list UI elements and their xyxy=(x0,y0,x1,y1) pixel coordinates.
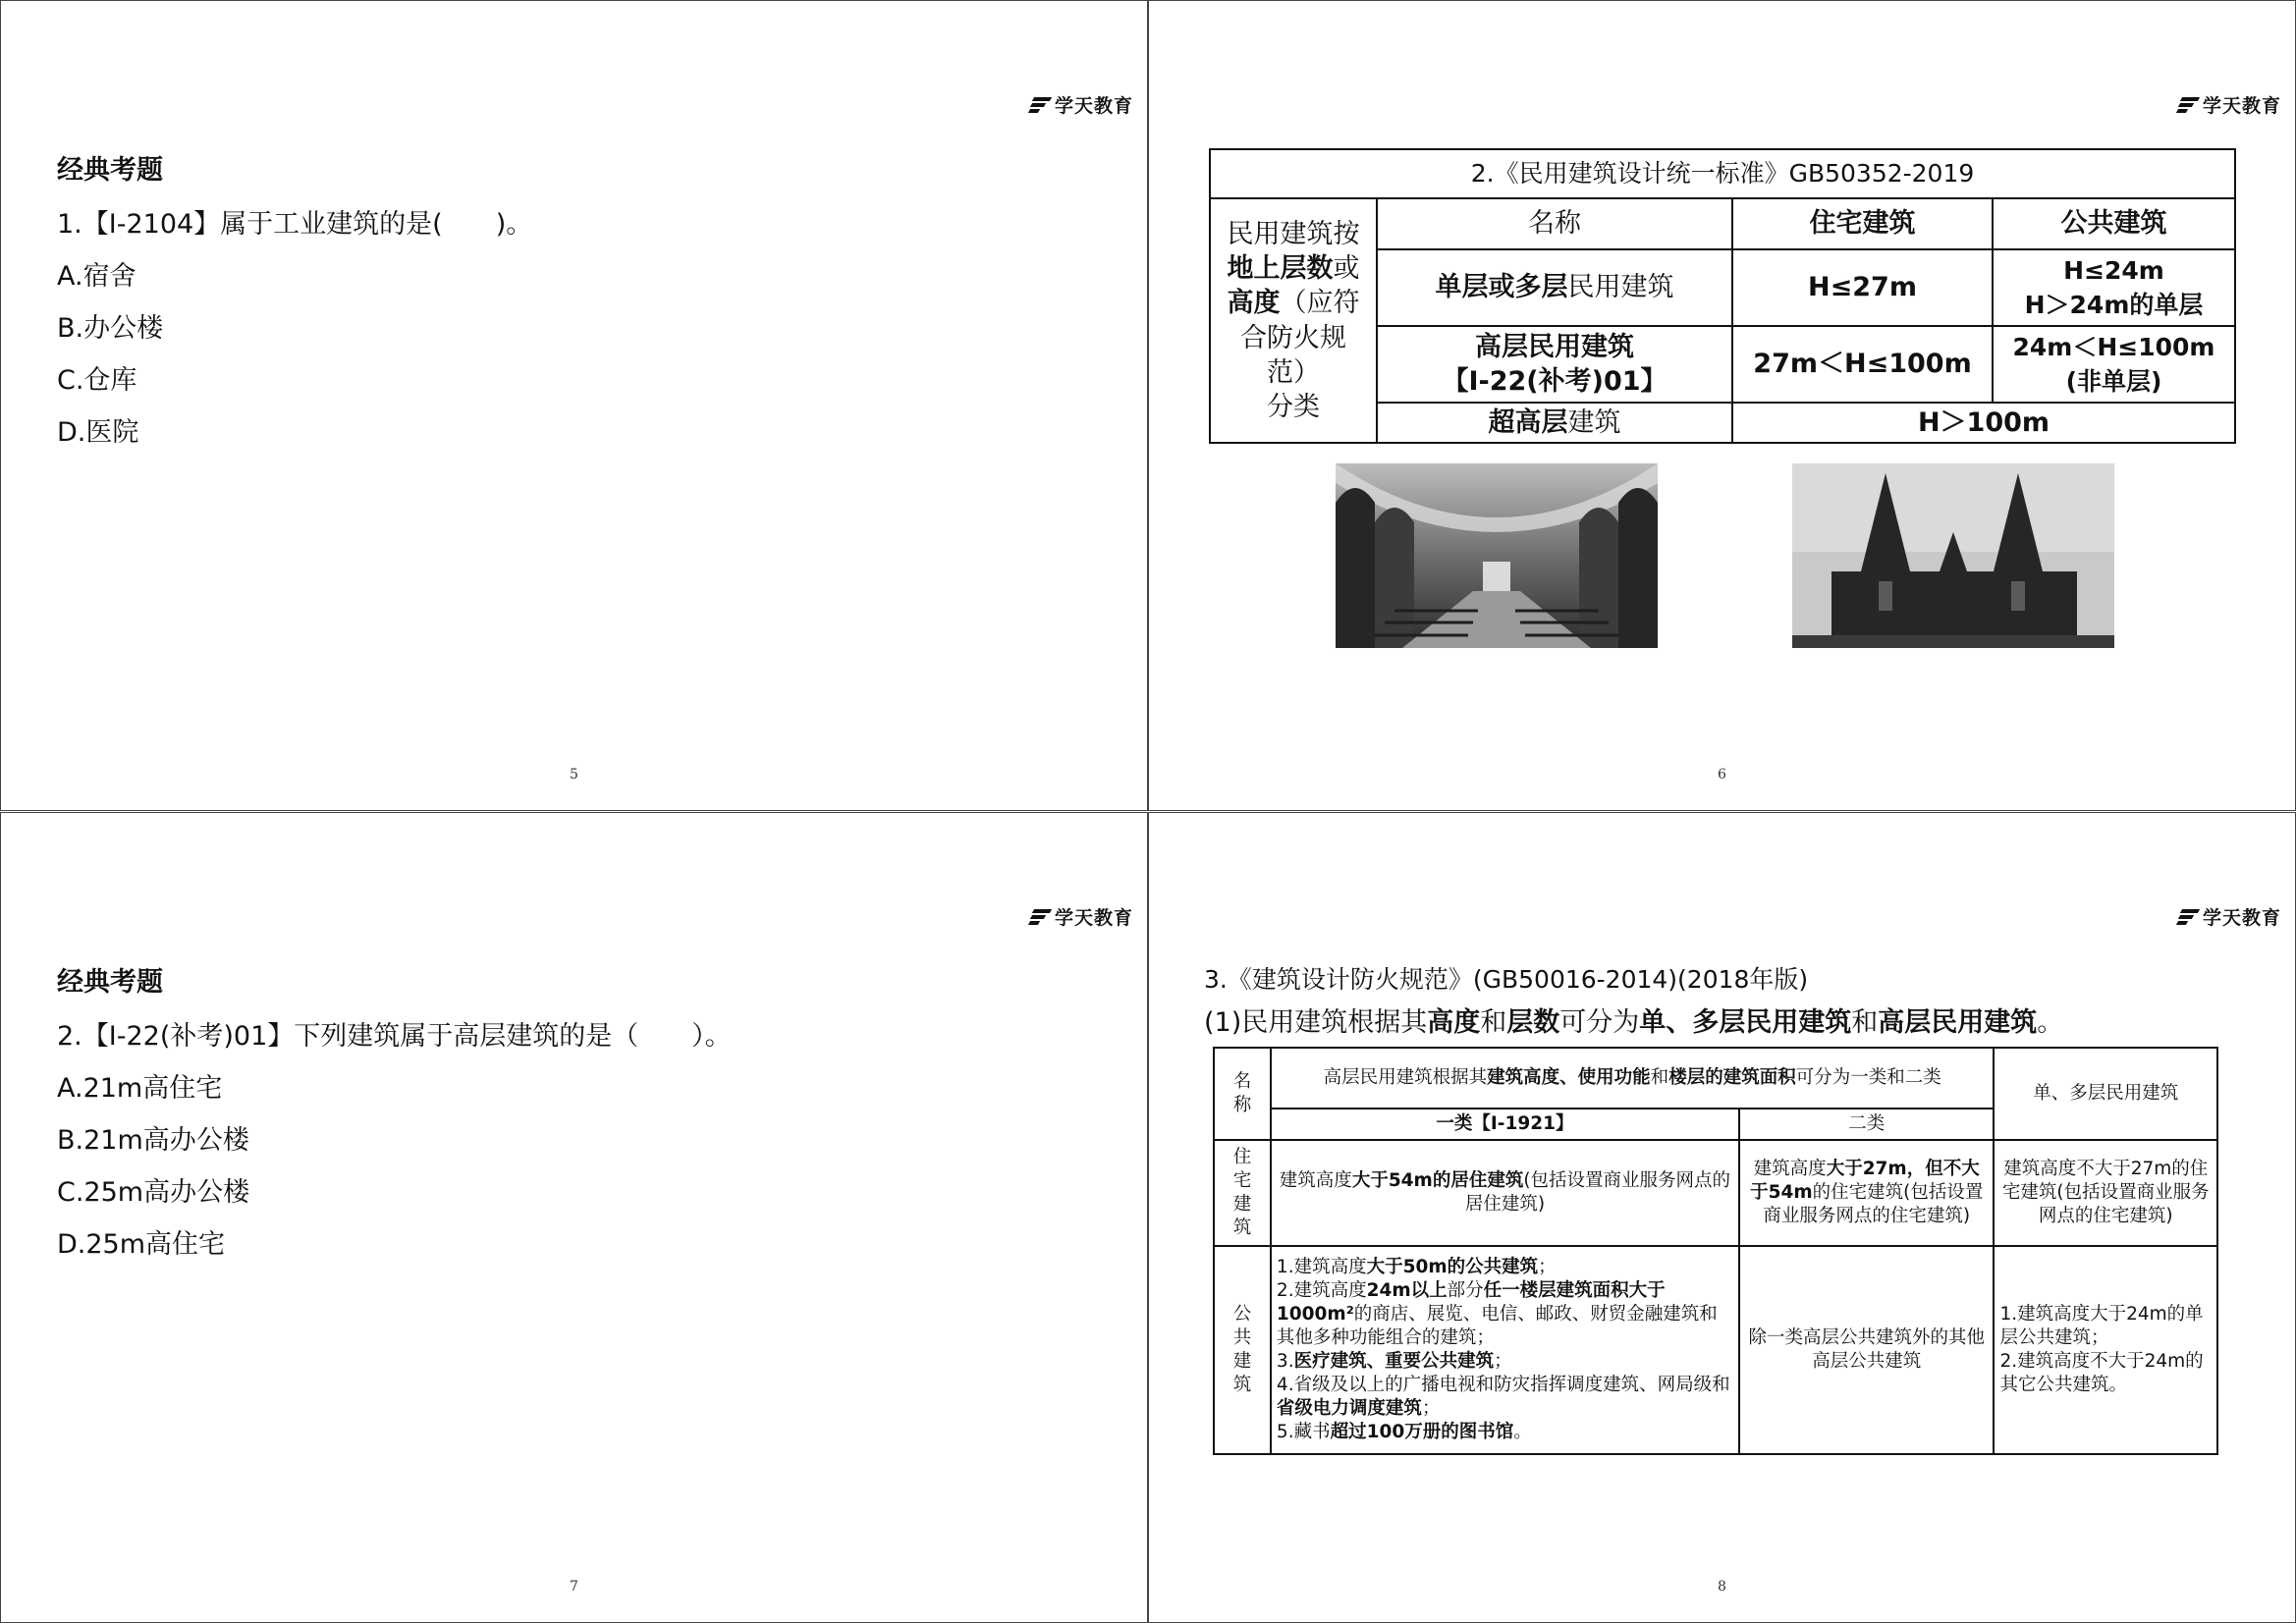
cathedral-exterior-photo xyxy=(1792,463,2114,648)
public-label: 公 共 建 筑 xyxy=(1214,1246,1271,1454)
row-low-rise-residential: H≤27m xyxy=(1732,249,1993,326)
question-stem: 1.【Ⅰ-2104】属于工业建筑的是( )。 xyxy=(57,209,533,240)
row-super-high-rise-name: 超高层建筑 xyxy=(1377,403,1732,443)
side-label: 民用建筑按 地上层数或 高度（应符 合防火规范） 分类 xyxy=(1210,198,1377,443)
option-d: D.25m高住宅 xyxy=(57,1229,226,1260)
logo-text: 学天教育 xyxy=(1054,95,1133,117)
high-rise-header: 高层民用建筑根据其建筑高度、使用功能和楼层的建筑面积可分为一类和二类 xyxy=(1271,1048,1995,1109)
cathedral-interior-photo xyxy=(1336,463,1658,648)
slide-page-8 xyxy=(1148,812,2296,1623)
option-b: B.21m高办公楼 xyxy=(57,1125,249,1156)
public-low: 1.建筑高度大于24m的单层公共建筑； 2.建筑高度不大于24m的其它公共建筑。 xyxy=(1994,1246,2217,1454)
option-c: C.25m高办公楼 xyxy=(57,1177,250,1208)
col-name-header: 名 称 xyxy=(1214,1048,1271,1140)
section-subtitle: (1)民用建筑根据其高度和层数可分为单、多层民用建筑和高层民用建筑。 xyxy=(1204,1007,2064,1038)
residential-class2: 建筑高度大于27m，但不大于54m的住宅建筑(包括设置商业服务网点的住宅建筑) xyxy=(1739,1140,1995,1246)
row-high-rise-public: 24m＜H≤100m (非单层) xyxy=(1993,326,2235,403)
header-residential: 住宅建筑 xyxy=(1732,198,1993,249)
class1-header: 一类【Ⅰ-1921】 xyxy=(1271,1109,1739,1140)
row-high-rise-residential: 27m＜H≤100m xyxy=(1732,326,1993,403)
logo-icon xyxy=(2177,96,2199,114)
row-low-rise-name: 单层或多层民用建筑 xyxy=(1377,249,1732,326)
logo-text: 学天教育 xyxy=(1054,907,1133,929)
page-number: 7 xyxy=(570,1579,578,1595)
public-class2: 除一类高层公共建筑外的其他高层公共建筑 xyxy=(1739,1246,1995,1454)
option-a: A.宿舍 xyxy=(57,261,137,292)
brand-logo xyxy=(1029,903,1133,930)
section-title: 3.《建筑设计防火规范》(GB50016-2014)(2018年版) xyxy=(1204,965,1809,994)
option-a: A.21m高住宅 xyxy=(57,1073,223,1104)
low-rise-header: 单、多层民用建筑 xyxy=(1994,1048,2217,1140)
question-heading: 经典考题 xyxy=(57,155,163,186)
page-number: 6 xyxy=(1718,767,1726,783)
option-d: D.医院 xyxy=(57,417,139,448)
slide-page-7 xyxy=(0,812,1148,1623)
residential-low: 建筑高度不大于27m的住宅建筑(包括设置商业服务网点的住宅建筑) xyxy=(1994,1140,2217,1246)
fire-code-classification-table xyxy=(1213,1047,2218,1455)
residential-label: 住 宅 建 筑 xyxy=(1214,1140,1271,1246)
slide-page-5 xyxy=(0,0,1148,811)
logo-text: 学天教育 xyxy=(2202,95,2281,117)
class2-header: 二类 xyxy=(1739,1109,1995,1140)
public-class1: 1.建筑高度大于50m的公共建筑； 2.建筑高度24m以上部分任一楼层建筑面积大于1000m²的商店、展览、电信、邮政、财贸金融建筑和其他多种功能组合的建筑； 3.医疗建筑、重要公共建筑； 4.省级及以上的广播电视和防灾指挥调度建筑、网局级和省级电力调度建筑； 5.藏书超过100万册的图书馆。 xyxy=(1271,1246,1739,1454)
slide-page-6 xyxy=(1148,0,2296,811)
logo-icon xyxy=(2177,908,2199,926)
question-stem: 2.【Ⅰ-22(补考)01】下列建筑属于高层建筑的是（ ）。 xyxy=(57,1021,732,1052)
building-classification-table xyxy=(1209,148,2236,444)
logo-icon xyxy=(1029,96,1051,114)
option-b: B.办公楼 xyxy=(57,313,164,344)
header-name: 名称 xyxy=(1377,198,1732,249)
header-public: 公共建筑 xyxy=(1993,198,2235,249)
question-heading: 经典考题 xyxy=(57,967,163,998)
residential-class1: 建筑高度大于54m的居住建筑(包括设置商业服务网点的居住建筑) xyxy=(1271,1140,1739,1246)
row-high-rise-name: 高层民用建筑 【Ⅰ-22(补考)01】 xyxy=(1377,326,1732,403)
page-number: 5 xyxy=(570,767,578,783)
page-number: 8 xyxy=(1718,1579,1726,1595)
brand-logo xyxy=(2177,903,2281,930)
logo-text: 学天教育 xyxy=(2202,907,2281,929)
logo-icon xyxy=(1029,908,1051,926)
option-c: C.仓库 xyxy=(57,365,137,396)
brand-logo xyxy=(2177,91,2281,118)
row-super-high-rise-value: H＞100m xyxy=(1732,403,2235,443)
table-caption: 2.《民用建筑设计统一标准》GB50352-2019 xyxy=(1210,149,2235,198)
row-low-rise-public: H≤24m H＞24m的单层 xyxy=(1993,249,2235,326)
brand-logo xyxy=(1029,91,1133,118)
